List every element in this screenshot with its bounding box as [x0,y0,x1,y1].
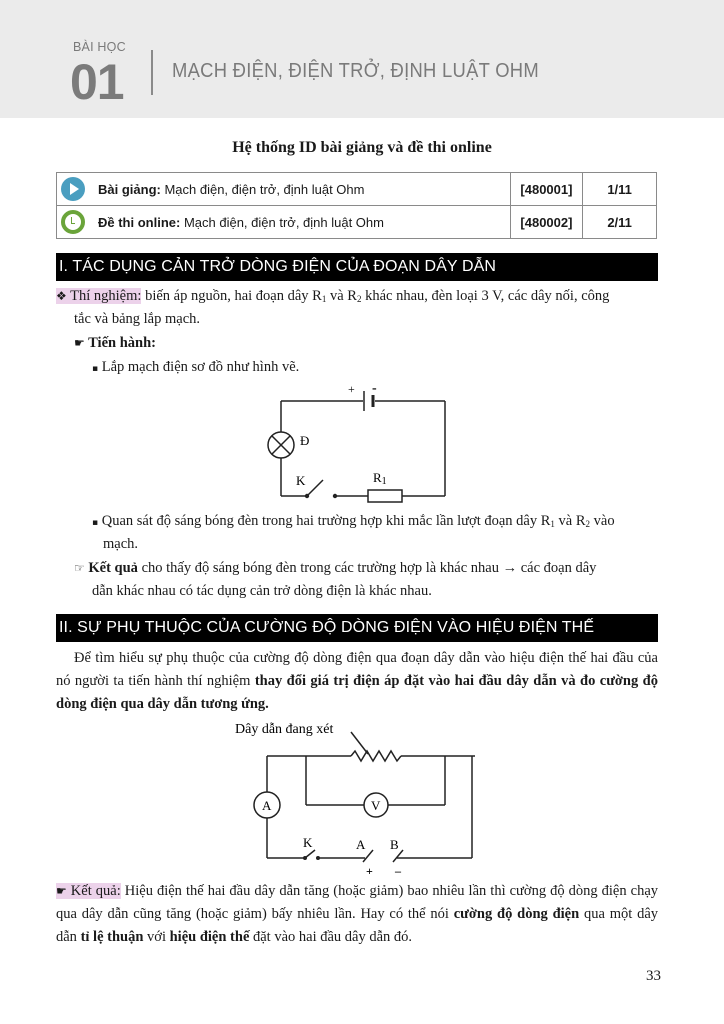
switch-label: K [296,473,306,488]
battery-plus-label: + [348,382,355,396]
switch-label: K [303,835,313,850]
page-number: 33 [646,968,661,984]
lesson-label: BÀI HỌC [73,40,126,54]
square-bullet-icon: ▪ [92,364,99,374]
step-1: ▪ Lắp mạch điện sơ đồ như hình vẽ. [92,359,300,375]
row-page: 2/11 [583,206,657,239]
caption-pointer [351,732,368,754]
ammeter-label: A [262,798,272,813]
result-paragraph-2: ☛ Kết quả: Hiệu điện thế hai đầu dây dẫn tăng (hoặc giảm) bao nhiêu lần thì cường độ dòng điện chạy qua dây dẫn cũng tăng (hoặc giảm) bấy nhiêu lần. Hay có thể nói cường độ dòng điện qua một dây dẫn tỉ lệ thuận với hiệu điện thế đặt vào hai đầu dây dẫn đó. [56,883,659,945]
switch-contact [333,494,337,498]
switch-lever [307,480,323,496]
section-heading-2: II. SỰ PHỤ THUỘC CỦA CƯỜNG ĐỘ DÒNG ĐIỆN VÀO HIỆU ĐIỆN THẾ [56,614,658,642]
section-heading-1: I. TÁC DỤNG CẢN TRỞ DÒNG ĐIỆN CỦA ĐOẠN DÂY DẪN [56,253,658,281]
battery-minus-label: - [372,381,377,396]
procedure-heading: ☛ Tiến hành: [74,335,156,351]
experiment-paragraph-cont: tắc và bảng lắp mạch. [74,311,201,327]
hand-pointer-icon: ☛ [56,884,67,898]
hand-pointer-icon: ☛ [74,336,85,350]
square-bullet-icon: ▪ [92,518,99,528]
play-icon [61,177,85,201]
id-system-title: Hệ thống ID bài giảng và đề thi online [232,139,492,156]
voltmeter-label: V [371,798,381,813]
terminal-b-label: B [390,837,399,852]
diamond-bullet-icon: ❖ [56,289,67,303]
clock-icon [61,210,85,234]
row-label: Bài giảng: [98,181,161,197]
resistor-label: R1 [373,470,387,487]
table-row[interactable] [57,173,657,206]
switch-contact [303,856,307,860]
lesson-title: MẠCH ĐIỆN, ĐIỆN TRỞ, ĐỊNH LUẬT OHM [172,60,539,82]
minus-label: – [395,864,401,876]
row-label: Đề thi online: [98,214,181,230]
plus-label: + [366,864,373,876]
row-text: Mạch điện, điện trở, định luật Ohm [180,214,384,230]
row-id: [480002] [510,206,583,239]
hand-pointer-icon: ☞ [74,561,85,575]
result-paragraph-1: ☞ Kết quả cho thấy độ sáng bóng đèn trong các trường hợp là khác nhau → các đoạn dây [74,560,597,576]
header-divider [151,50,153,95]
intro-paragraph: Để tìm hiểu sự phụ thuộc của cường độ dòng điện qua đoạn dây dẫn vào hiệu điện thế hai đầu của nó người ta tiến hành thí nghiệm thay đổi giá trị điện áp đặt vào hai đầu dây dẫn và đo cường độ dòng điện qua dây dẫn tương ứng. [56,650,658,712]
resistor-r1 [368,490,402,502]
result-paragraph-1-cont: dẫn khác nhau có tác dụng cản trở dòng điện là khác nhau. [92,583,432,599]
row-text: Mạch điện, điện trở, định luật Ohm [160,181,365,197]
circuit-diagram-1 [255,380,465,505]
row-page: 1/11 [583,173,657,206]
experiment-label: Thí nghiệm: [70,288,142,304]
step-2-cont: mạch. [103,536,139,552]
lamp-label: Đ [300,433,310,448]
id-table [56,172,657,239]
result-label: Kết quả [88,560,138,576]
resistor-zigzag [351,751,401,761]
experiment-paragraph: ❖ Thí nghiệm: biến áp nguồn, hai đoạn dây $R_1$ và $R_2$ khác nhau, đèn loại 3 V, các dây nối, công [56,288,610,304]
switch-contact [316,856,320,860]
lesson-number: 01 [70,54,124,110]
switch-contact [305,494,309,498]
terminal-a-label: A [356,837,366,852]
row-id: [480001] [510,173,583,206]
diagram-caption: Dây dẫn đang xét [235,722,334,737]
circuit-diagram-2 [225,714,475,876]
result-label: Kết quả: [70,883,121,899]
table-row[interactable] [57,206,657,239]
step-2: ▪ Quan sát độ sáng bóng đèn trong hai trường hợp khi mắc lần lượt đoạn dây $R_1$ và $R_2$ vào [92,513,615,529]
